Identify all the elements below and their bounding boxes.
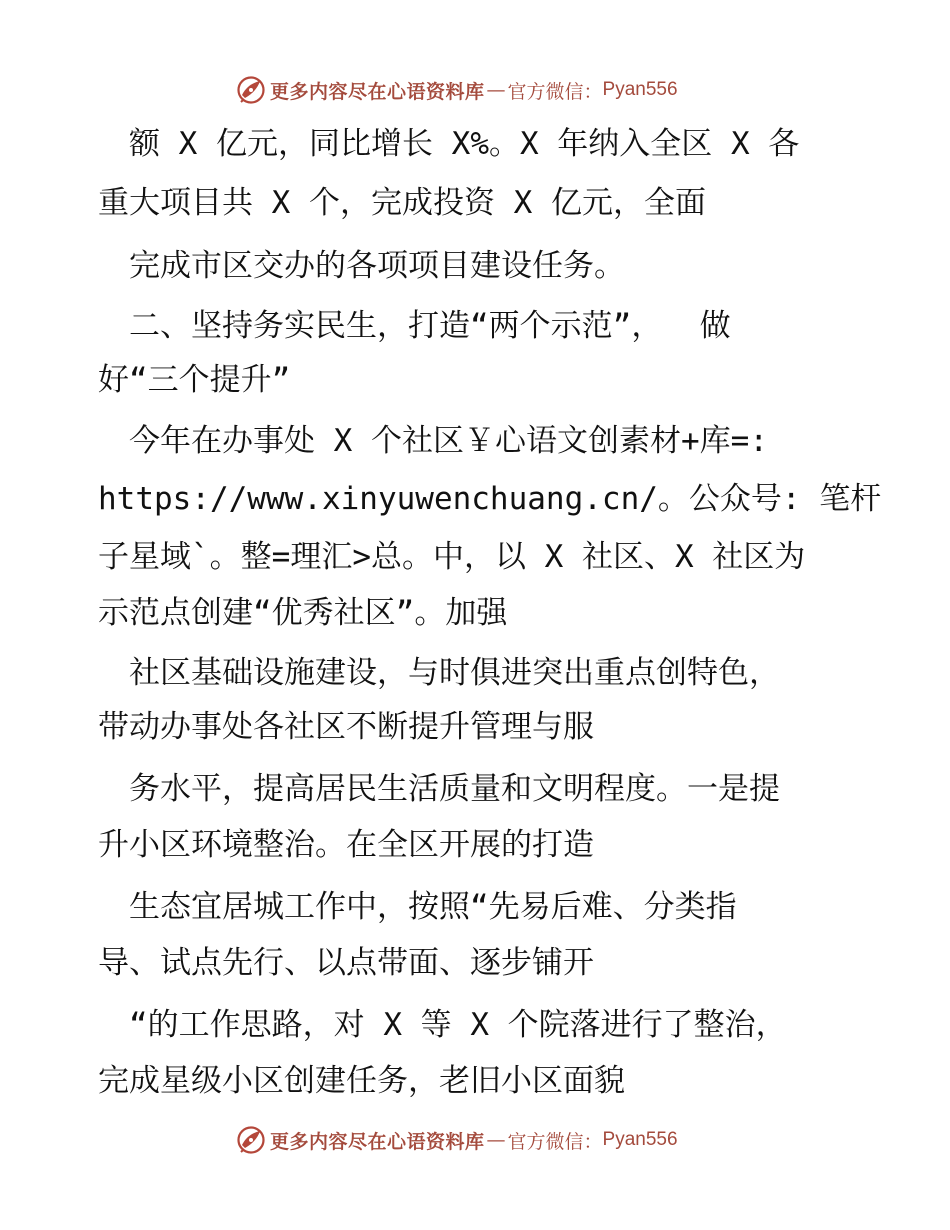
body-line: 社区基础设施建设，与时俱进突出重点创特色， (98, 655, 780, 691)
body-line: 完成星级小区创建任务，老旧小区面貌 (98, 1063, 625, 1099)
pen-nib-logo-icon (236, 75, 266, 105)
banner-wechat-label: 官方微信： (507, 80, 603, 103)
body-line: 子星域`。整=理汇>总。中，以 X 社区、X 社区为 (98, 539, 806, 575)
banner-separator: — (486, 1129, 506, 1151)
body-line: 导、试点先行、以点带面、逐步铺开 (98, 945, 594, 981)
body-line: 示范点创建“优秀社区”。加强 (98, 595, 508, 631)
footer-banner (236, 1123, 678, 1157)
body-line: “的工作思路，对 X 等 X 个院落进行了整治， (98, 1007, 787, 1043)
body-line: 重大项目共 X 个，完成投资 X 亿元，全面 (98, 185, 706, 221)
header-banner (236, 73, 678, 107)
body-line: 完成市区交办的各项项目建设任务。 (98, 248, 625, 284)
body-line: 带动办事处各社区不断提升管理与服 (98, 709, 594, 745)
pen-nib-logo-icon (236, 1125, 266, 1155)
body-line: 额 X 亿元，同比增长 X%。X 年纳入全区 X 各 (98, 126, 800, 162)
banner-text: 更多内容尽在心语资料库 (270, 1130, 485, 1153)
body-line: 今年在办事处 X 个社区￥心语文创素材+库=: (98, 423, 768, 459)
body-line: 务水平，提高居民生活质量和文明程度。一是提 (98, 771, 780, 807)
body-line: https://www.xinyuwenchuang.cn/。公众号: 笔杆 (98, 481, 882, 517)
banner-separator: — (486, 79, 506, 101)
banner-text: 更多内容尽在心语资料库 (270, 80, 485, 103)
body-line: 好“三个提升” (98, 362, 291, 398)
banner-wechat-label: 官方微信： (507, 1130, 603, 1153)
banner-wechat-id: Pyan556 (602, 79, 678, 100)
body-line: 二、坚持务实民生，打造“两个示范”， 做 (98, 308, 731, 344)
body-line: 生态宜居城工作中，按照“先易后难、分类指 (98, 889, 737, 925)
body-line: 升小区环境整治。在全区开展的打造 (98, 827, 594, 863)
banner-wechat-id: Pyan556 (602, 1129, 678, 1150)
